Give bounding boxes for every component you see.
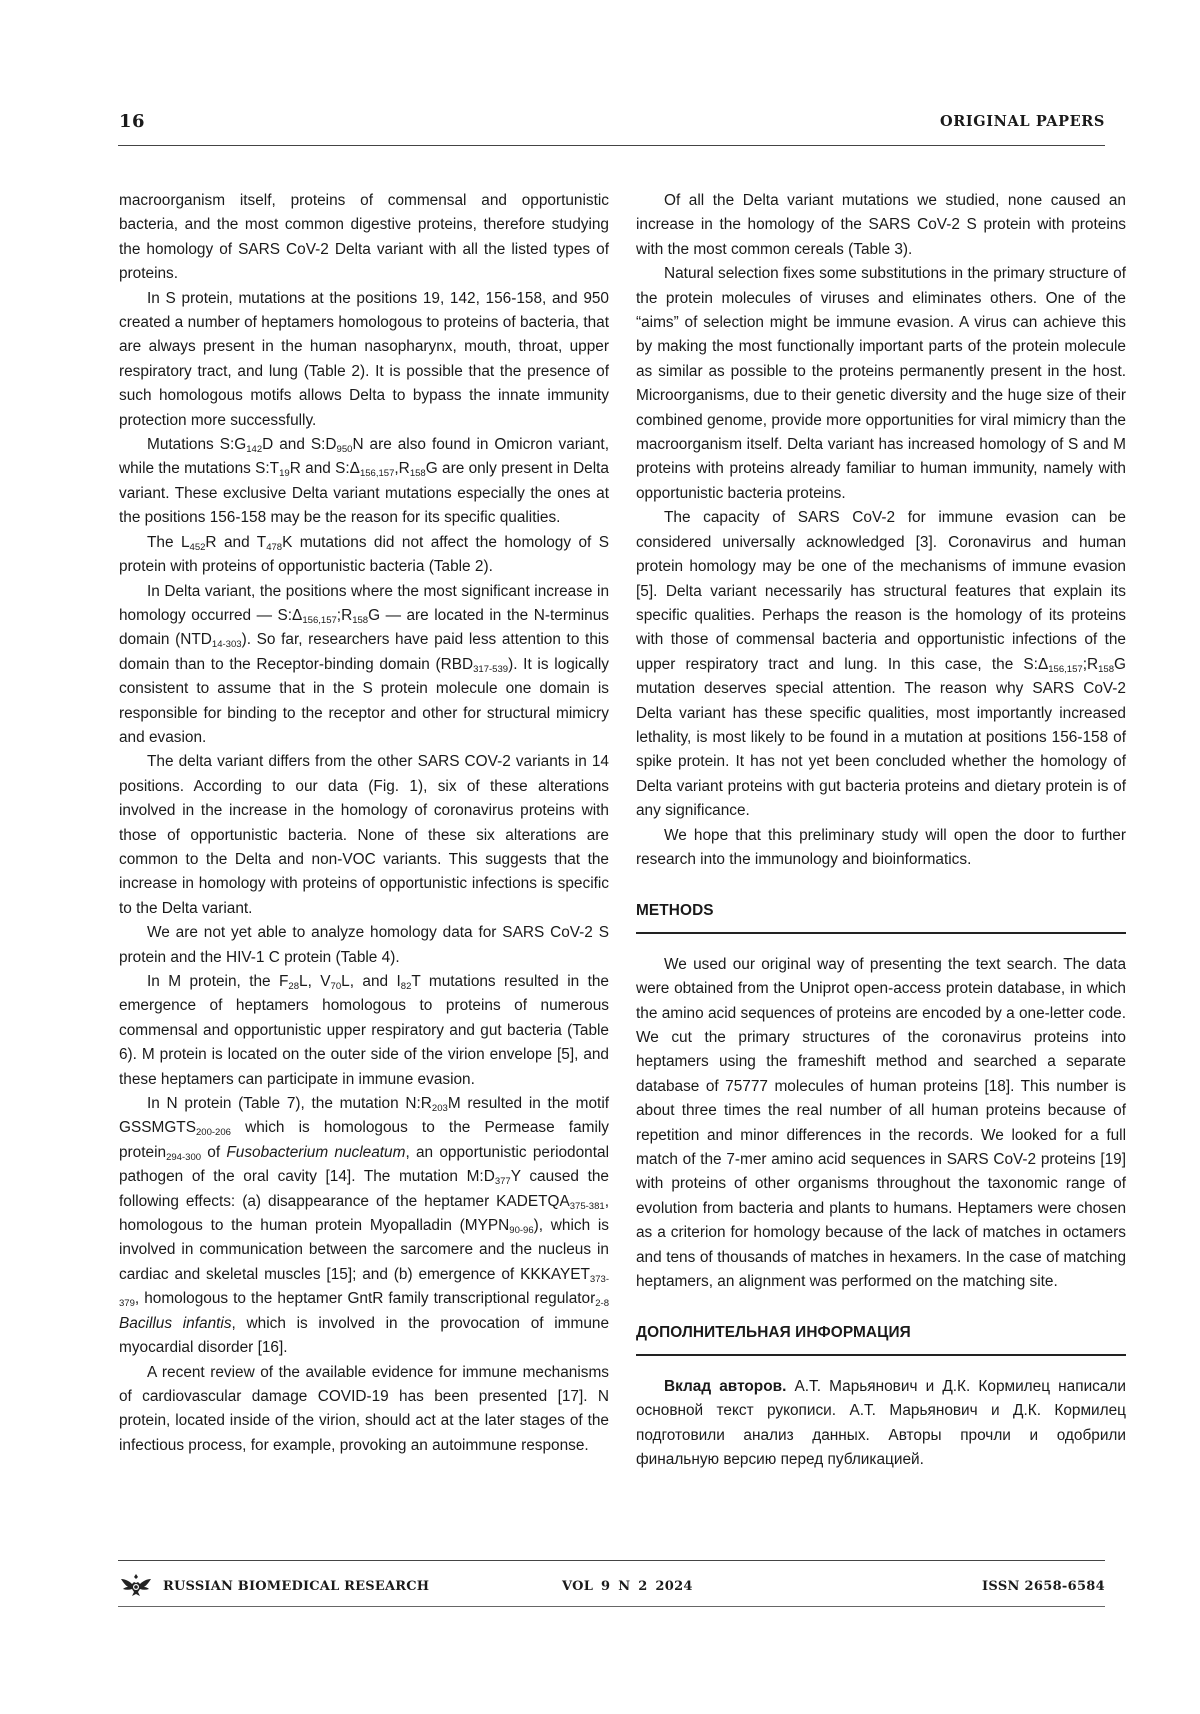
paragraph: Of all the Delta variant mutations we studied, none caused an increase in the homology of the SARS CoV-2 S protein with proteins with the most common cereals (Table 3). (636, 192, 1126, 258)
paragraph: We hope that this preliminary study will open the door to further research into the immunology and bioinformatics. (636, 826, 1126, 868)
author-contribution: Вклад авторов. А.Т. Марьянович и Д.К. Кормилец написали основной текст рукописи. А.Т. Марьянович и Д.К. Кормилец подготовили анализ данных. Авторы прочли и одобрили финальную версию перед публикацией. (636, 1377, 1127, 1469)
paragraph: In Delta variant, the positions where the most significant increase in homology occurred — $S:\Delta_{156,157};R_{158}G$ — are located in the N-terminus domain $(NTD_{14-303})$. So far, researchers have paid less attention to this domain than to the Receptor-binding domain $(RBD_{317-539})$. It is logically consistent to assume that in the S protein molecule one domain is responsible for binding to the receptor and other for structural mimicry and evasion. (119, 582, 609, 746)
additional-info-heading: ДОПОЛНИТЕЛЬНАЯ ИНФОРМАЦИЯ (636, 1321, 1126, 1355)
header-rule (118, 145, 1105, 146)
paragraph: Natural selection fixes some substitutions in the primary structure of the protein molecules of viruses and eliminates others. One of the “aims” of selection might be immune evasion. A virus can achieve this by making the most functionally important parts of the protein molecule as similar as possible to the proteins permanently present in the host. Microorganisms, due to their genetic diversity and the huge size of their combined genome, provide more opportunities for viral mimicry than the macroorganism itself. Delta variant has increased homology of S and M proteins with proteins already familiar to human immunity, namely with opportunistic bacteria proteins. (636, 265, 1126, 502)
footer-rule (118, 1560, 1105, 1561)
paragraph: macroorganism itself, proteins of commensal and opportunistic bacteria, and the most common digestive proteins, therefore studying the homology of SARS CoV-2 Delta variant with all the listed types of proteins. (119, 192, 609, 283)
paragraph: Mutations $S:G_{142}D$ and $S:D_{950}N$ are also found in Omicron variant, while the mutations $S:T_{19}R$ and $S:\Delta_{156,157},R_{158}G$ are only present in Delta variant. These exclusive Delta variant mutations especially the ones at the positions 156-158 may be the reason for its specific qualities. (119, 436, 609, 527)
contribution-label: Вклад авторов. (664, 1377, 787, 1395)
paragraph: We used our original way of presenting the text search. The data were obtained from the Uniprot open-access protein database, in which the amino acid sequences of proteins are encoded by a one-letter code. We cut the primary structures of the coronavirus proteins into heptamers using the frameshift method and searched a separate database of 75777 molecules of human proteins [18]. This number is about three times the real number of all human proteins because of repetition and minor differences in the records. We looked for a full match of the 7-mer amino acid sequences in SARS CoV-2 proteins [19] with proteins of other organisms throughout the taxonomic range of evolution from bacteria and plants to humans. Heptamers were chosen as a criterion for homology because of the lack of matches in octamers and tens of thousands of matches in hexamers. In the case of matching heptamers, an alignment was performed on the matching site. (636, 955, 1126, 1291)
paragraph: In M protein, the $F_{28}L$, $V_{70}L$, and $I_{82}T$ mutations resulted in the emergence of heptamers homologous to proteins of numerous commensal and opportunistic upper respiratory and gut bacteria (Table 6). M protein is located on the outer side of the virion envelope [5], and these heptamers can participate in immune evasion. (119, 973, 609, 1088)
journal-name: RUSSIAN BIOMEDICAL RESEARCH (163, 1579, 430, 1594)
paragraph: The $L_{452}R$ and $T_{478}K$ mutations did not affect the homology of S protein with proteins of opportunistic bacteria (Table 2). (119, 533, 610, 576)
paragraph: In N protein (Table 7), the mutation $N:R_{203}M$ resulted in the motif $GSSMGTS_{200-206}$ which is homologous to the Permease family protein$_{294-300}$ of Fusobacterium nucleatum, an opportunistic periodontal pathogen of the oral cavity [14]. The mutation $M:D_{377}Y$ caused the following effects: (a) disappearance of the heptamer $KADETQA_{375-381}$, homologous to the human protein Myopalladin $(MYPN_{90-96})$, which is involved in communication between the sarcomere and the nucleus in cardiac and skeletal muscles [15]; and (b) emergence of $KKKAYET_{373-379}$, homologous to the heptamer GntR family transcriptional regulator$_{2-8}$ Bacillus infantis, which is involved in the provocation of immune myocardial disorder [16]. (119, 1095, 610, 1357)
paragraph: In S protein, mutations at the positions 19, 142, 156-158, and 950 created a number of heptamers homologous to proteins of bacteria, that are always present in the human nasopharynx, mouth, throat, upper respiratory tract, and lung (Table 2). It is possible that the presence of such homologous motifs allows Delta to bypass the innate immunity protection more successfully. (119, 289, 609, 429)
page-number: 16 (119, 111, 146, 132)
paragraph: A recent review of the available evidence for immune mechanisms of cardiovascular damage COVID-19 has been presented [17]. N protein, located inside of the virion, should act at the later stages of the infectious process, for example, provoking an autoimmune response. (119, 1363, 609, 1454)
eagle-emblem-icon (119, 1573, 153, 1599)
footer-bottom-rule (118, 1606, 1105, 1607)
section-title: ORIGINAL PAPERS (940, 113, 1105, 130)
paragraph: The capacity of SARS CoV-2 for immune evasion can be considered universally acknowledged [3]. Coronavirus and human protein homology may be one of the mechanisms of immune evasion [5]. Delta variant necessarily has structural features that explain its specific qualities. Perhaps the reason is the homology of its proteins with those of commensal bacteria and opportunistic infections of the upper respiratory tract and lung. In this case, the $S:\Delta_{156,157};R_{158}G$ mutation deserves special attention. The reason why SARS CoV-2 Delta variant has these specific qualities, most importantly increased lethality, is most likely to be found in a mutation at positions 156-158 of spike protein. It has not yet been concluded whether the homology of Delta variant proteins with gut bacteria proteins and dietary protein is of any significance. (636, 509, 1126, 820)
issn: ISSN 2658-6584 (982, 1579, 1105, 1594)
paragraph: The delta variant differs from the other SARS COV-2 variants in 14 positions. According to our data (Fig. 1), six of these alterations involved in the increase in the homology of coronavirus proteins with those of opportunistic bacteria. None of these six alterations are common to the Delta and non-VOC variants. This suggests that the increase in homology with proteins of opportunistic infections is specific to the Delta variant. (119, 753, 609, 917)
methods-heading: METHODS (636, 899, 1126, 933)
right-column (636, 189, 1126, 1473)
paragraph: We are not yet able to analyze homology data for SARS CoV-2 S protein and the HIV-1 C protein (Table 4). (119, 924, 609, 966)
volume-info: VOL 9 N 2 2024 (562, 1579, 693, 1594)
left-column (119, 189, 609, 1458)
